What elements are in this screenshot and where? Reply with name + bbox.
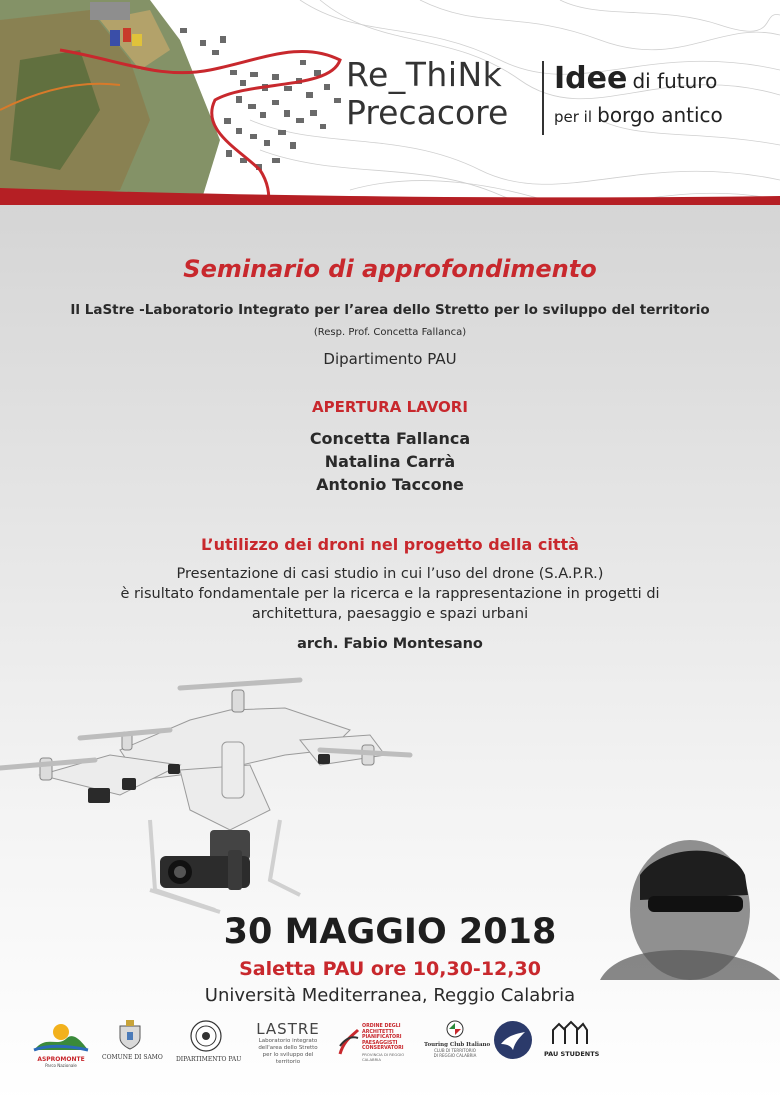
lastre-desc-3: per lo sviluppo del territorio <box>262 1052 314 1065</box>
bird-emblem-icon <box>493 1020 533 1060</box>
lastre-desc-2: dell'area dello Stretto <box>258 1045 318 1051</box>
event-date: 30 MAGGIO 2018 <box>223 912 557 952</box>
seminar-title: Seminario di approfondimento <box>183 255 597 283</box>
touring-sub-1: CLUB DI TERRITORIO <box>434 1048 476 1053</box>
pau-students-building-icon <box>549 1020 589 1046</box>
speaker-3: Antonio Taccone <box>316 475 464 494</box>
talk-desc-line3: architettura, paesaggio e spazi urbani <box>251 606 529 622</box>
talk-desc-line2: è risultato fondamentale per la ricerca e la rappresentazione in progetti di <box>120 586 660 602</box>
aspromonte-sub: Parco Nazionale <box>45 1063 77 1068</box>
tagline-line2 <box>554 103 723 127</box>
talk-desc-line1: Presentazione di casi studio in cui l’uso del drone (S.A.P.R.) <box>176 566 604 582</box>
brand-separator <box>542 61 544 135</box>
header-map-banner <box>0 0 780 205</box>
opening-heading: APERTURA LAVORI <box>312 398 468 416</box>
brand-title-line1: Re_ThiNk <box>346 55 503 94</box>
touring-flag-icon <box>446 1020 464 1038</box>
speaker-2: Natalina Carrà <box>324 452 456 471</box>
sponsor-logos <box>0 1020 780 1095</box>
aspromonte-logo <box>32 1020 90 1068</box>
ordine-line-3: PIANIFICATORI <box>362 1035 402 1040</box>
pau-logo <box>176 1020 242 1063</box>
lastre-logo <box>250 1020 326 1066</box>
event-venue: Università Mediterranea, Reggio Calabria <box>204 985 576 1006</box>
talk-speaker: arch. Fabio Montesano <box>297 636 483 652</box>
pau-students-label: PAU STUDENTS <box>544 1050 600 1058</box>
touring-club-logo <box>424 1020 491 1058</box>
pau-label: DIPARTIMENTO PAU <box>176 1056 242 1063</box>
tagline-di-futuro: di futuro <box>632 69 718 93</box>
department-name: Dipartimento PAU <box>323 350 457 368</box>
talk-title: L’utilizzo dei droni nel progetto della città <box>201 535 579 554</box>
lab-name: Il LaStre -Laboratorio Integrato per l’area dello Stretto per lo sviluppo del territorio <box>70 302 710 318</box>
pau-seal-icon <box>190 1020 222 1052</box>
tagline-line1 <box>554 61 717 96</box>
tagline-idee: Idee <box>554 61 628 96</box>
aspromonte-label: ASPROMONTE <box>37 1056 85 1063</box>
brand-title-line2: Precacore <box>346 93 509 132</box>
bird-emblem-logo <box>493 1020 533 1064</box>
samo-label: COMUNE DI SAMO <box>102 1054 163 1061</box>
event-place-time: Saletta PAU ore 10,30-12,30 <box>239 958 541 980</box>
speaker-1: Concetta Fallanca <box>309 429 471 448</box>
touring-sub-2: DI REGGIO CALABRIA <box>433 1053 477 1058</box>
ordine-line-4: PAESAGGISTI <box>362 1040 398 1046</box>
samo-logo <box>102 1020 163 1061</box>
aspromonte-emblem-icon <box>32 1020 90 1052</box>
tagline-borgo-antico: borgo antico <box>597 103 723 127</box>
touring-label: Touring Club Italiano <box>424 1042 491 1048</box>
lab-responsible: (Resp. Prof. Concetta Fallanca) <box>313 327 467 338</box>
ordine-sub: PROVINCIA DI REGGIO CALABRIA <box>362 1051 405 1062</box>
lastre-label: LASTRE <box>256 1020 320 1038</box>
ordine-line-2: ARCHITETTI <box>362 1029 394 1035</box>
pau-students-logo <box>544 1020 600 1058</box>
lastre-desc-1: Laboratorio integrato <box>258 1038 318 1044</box>
tagline-per-il: per il <box>554 108 593 126</box>
ordine-line-1: ORDINE DEGLI <box>362 1024 401 1029</box>
ordine-line-5: CONSERVATORI <box>362 1046 404 1051</box>
ordine-emblem-icon <box>338 1026 360 1056</box>
samo-crest-icon <box>118 1020 142 1050</box>
